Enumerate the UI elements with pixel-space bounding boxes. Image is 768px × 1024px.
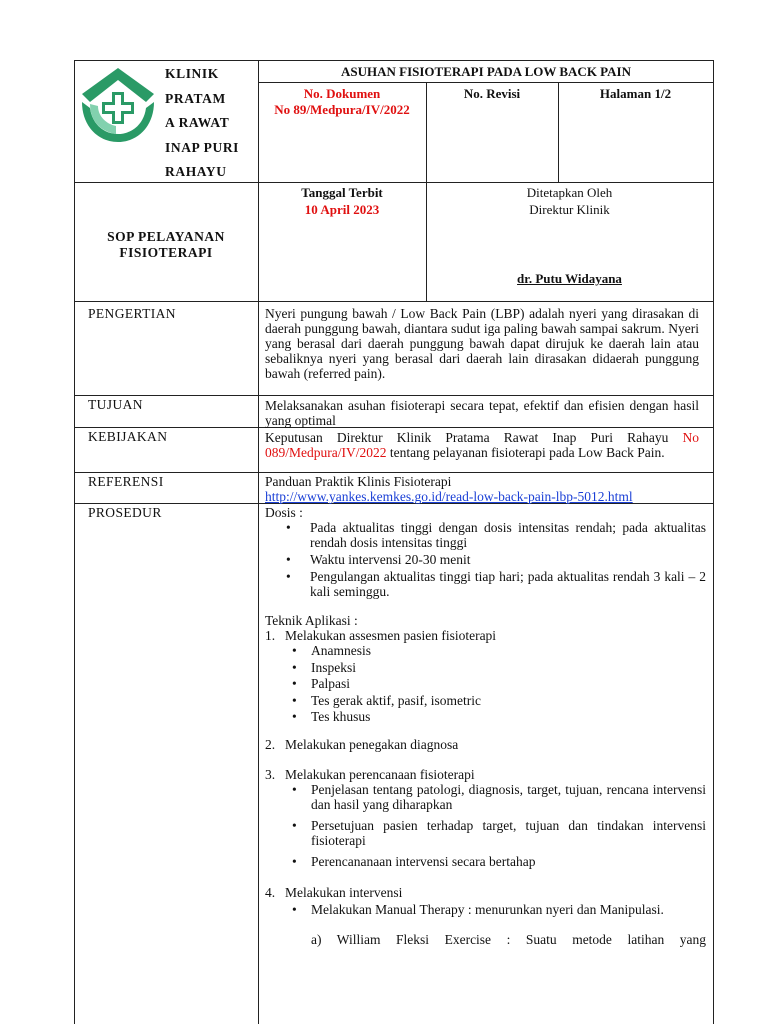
- list-item-text: Waktu intervensi 20-30 menit: [310, 552, 471, 567]
- doc-number-label: No. Dokumen: [303, 86, 381, 101]
- step-4-subitem: a) William Fleksi Exercise : Suatu metode latihan yang: [311, 932, 706, 947]
- header-rule-2: [74, 301, 714, 302]
- director-name: [426, 271, 713, 287]
- list-item-text: Palpasi: [311, 676, 350, 691]
- step-3-list: [292, 782, 706, 869]
- dosis-item: [286, 552, 706, 567]
- step-1-title: Melakukan assesmen pasien fisioterapi: [285, 628, 497, 643]
- kebijakan-text-a: Keputusan Direktur Klinik Pratama Rawat Inap Puri Rahayu: [265, 430, 683, 445]
- dosis-item: [286, 520, 706, 550]
- clinic-name-line: RAHAYU: [165, 164, 227, 180]
- step-2-title: Melakukan penegakan diagnosa: [285, 737, 459, 752]
- sop-title-line: SOP PELAYANAN: [107, 229, 225, 244]
- step-3-item: [292, 782, 706, 812]
- list-item-text: Inspeksi: [311, 659, 356, 675]
- referensi-text: Panduan Praktik Klinis Fisioterapi: [265, 474, 452, 489]
- director-name-text: dr. Putu Widayana: [517, 271, 622, 286]
- clinic-name: [165, 62, 239, 185]
- clinic-name-line: A RAWAT: [165, 115, 230, 131]
- step-3-item: [292, 854, 706, 869]
- table-border-top: [74, 60, 714, 61]
- revision-label: No. Revisi: [463, 86, 521, 101]
- label-prosedur: PROSEDUR: [88, 505, 162, 520]
- label-tujuan: TUJUAN: [88, 397, 143, 412]
- clinic-name-line: INAP PURI: [165, 139, 240, 155]
- row-rule-kebijakan: [74, 472, 714, 473]
- list-item-text: Melakukan Manual Therapy : menurunkan nyeri dan Manipulasi.: [311, 902, 664, 917]
- document-title: ASUHAN FISIOTERAPI PADA LOW BACK PAIN: [340, 64, 631, 79]
- clinic-name-line: KLINIK: [165, 66, 219, 81]
- label-kebijakan: KEBIJAKAN: [88, 429, 168, 444]
- step-4-title: Melakukan intervensi: [285, 885, 403, 900]
- label-pengertian: PENGERTIAN: [88, 306, 176, 321]
- pengertian-text: Nyeri pungung bawah / Low Back Pain (LBP) adalah nyeri yang dirasakan di daerah punggung bawah, diantara sudut iga paling bawah sampai sakrum. Nyeri yang berasal dari daerah punggung bawah dapat dirujuk ke daerah lain atau sebaliknya nyeri yang berasal dari daerah lain dirasakan didaerah punggung bawah (referred pain).: [265, 306, 699, 381]
- sop-title-line: FISIOTERAPI: [119, 245, 213, 260]
- step-4-number: 4.: [265, 885, 276, 900]
- step-4-list: [292, 902, 706, 917]
- tujuan-text: Melaksanakan asuhan fisioterapi secara tepat, efektif dan efisien dengan hasil yang optimal: [265, 398, 699, 428]
- kebijakan-text: [265, 430, 699, 460]
- step-3-number: 3.: [265, 767, 276, 782]
- page-number: Halaman 1/2: [599, 86, 672, 101]
- clinic-name-line: PRATAM: [165, 90, 226, 106]
- dosis-list: [286, 520, 706, 599]
- kebijakan-text-b: tentang pelayanan fisioterapi pada Low Back Pain.: [386, 445, 665, 460]
- step-1-list: [292, 643, 692, 724]
- referensi-link[interactable]: http://www.yankes.kemkes.go.id/read-low-back-pain-lbp-5012.html: [265, 489, 633, 504]
- director-title: Direktur Klinik: [529, 202, 610, 217]
- sop-title: [74, 229, 258, 261]
- set-by-label: Ditetapkan Oleh: [526, 185, 613, 200]
- issue-date: 10 April 2023: [304, 202, 380, 217]
- step-3-title: Melakukan perencanaan fisioterapi: [285, 767, 475, 782]
- step-4-item: [292, 902, 706, 917]
- table-border-right: [713, 60, 714, 1024]
- row-rule-pengertian: [74, 395, 714, 396]
- step-1-number: 1.: [265, 628, 276, 643]
- list-item-text: Tes gerak aktif, pasif, isometric: [311, 692, 481, 708]
- doc-number: No 89/Medpura/IV/2022: [274, 102, 410, 117]
- kebijakan-doc-number: No 089/Medpura/IV/2022: [265, 430, 699, 460]
- dosis-item: [286, 569, 706, 599]
- list-item-text: Anamnesis: [311, 643, 371, 658]
- step-1-item: [292, 660, 692, 675]
- list-item-text: Pengulangan aktualitas tinggi tiap hari; pada aktualitas rendah 3 kali – 2 kali seminggu.: [310, 569, 706, 599]
- table-border-left: [74, 60, 75, 1024]
- list-item-text: Tes khusus: [311, 709, 371, 724]
- step-2-number: 2.: [265, 737, 276, 752]
- dosis-title: Dosis :: [265, 505, 303, 520]
- list-item-text: Perencananaan intervensi secara bertahap: [311, 854, 536, 869]
- title-rule: [258, 82, 714, 83]
- teknik-title: Teknik Aplikasi :: [265, 613, 358, 628]
- step-1-item: [292, 693, 692, 708]
- step-1-item: [292, 709, 692, 724]
- list-item-text: Persetujuan pasien terhadap target, tujuan dan tindakan intervensi fisioterapi: [311, 818, 706, 848]
- list-item-text: Penjelasan tentang patologi, diagnosis, target, tujuan, rencana intervensi dan hasil yang diharapkan: [311, 782, 706, 812]
- list-item-text: Pada aktualitas tinggi dengan dosis intensitas rendah; pada aktualitas rendah dosis intensitas tinggi: [310, 520, 706, 550]
- clinic-logo: [76, 64, 160, 146]
- step-1-item: [292, 643, 692, 658]
- step-3-item: [292, 818, 706, 848]
- label-referensi: REFERENSI: [88, 474, 164, 489]
- issue-date-label: Tanggal Terbit: [301, 185, 383, 200]
- step-1-item: [292, 676, 692, 691]
